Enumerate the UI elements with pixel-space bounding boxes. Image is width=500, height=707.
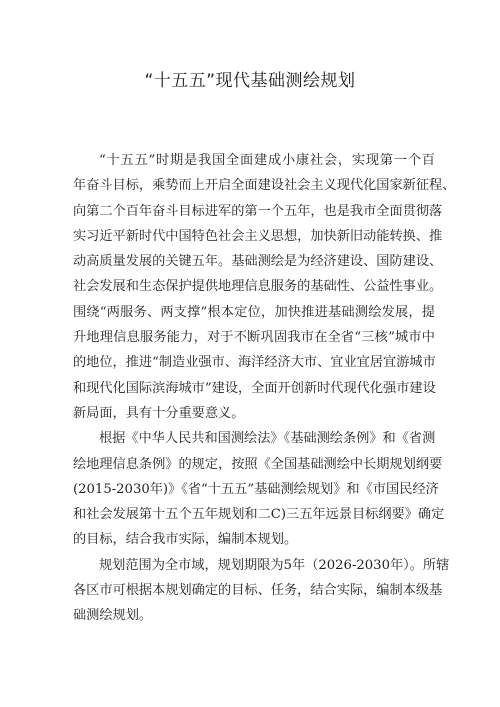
text-line: 和现代化国际滨海城市”建设，全面开创新时代现代化强市建设 [73, 380, 436, 396]
text-line: 础测绘规划。 [73, 608, 153, 624]
text-line: 年奋斗目标，乘势而上开启全面建设社会主义现代化国家新征程、 [73, 178, 456, 194]
text-line: 和社会发展第十五个五年规划和二C)三五年远景目标纲要》确定 [73, 507, 445, 523]
text-line: 根据《中华人民共和国测绘法》《基础测绘条例》和《省测 [99, 431, 436, 447]
text-line: 各区市可根据本规划确定的目标、任务，结合实际，编制本级基 [73, 583, 443, 599]
text-line: (2015-2030年)》《省“十五五”基础测绘规划》和《市国民经济 [73, 481, 439, 497]
document-body [73, 148, 456, 629]
text-line: 向第二个百年奋斗目标进军的第一个五年，也是我市全面贯彻落 [73, 203, 443, 219]
paragraph-1 [73, 148, 456, 426]
paragraph-2 [73, 426, 445, 552]
text-line: “十五五”时期是我国全面建成小康社会，实现第一个百 [99, 153, 435, 168]
text-line: 绘地理信息条例》的规定，按照《全国基础测绘中长期规划纲要 [73, 456, 443, 472]
text-line: 的目标，结合我市实际，编制本规划。 [73, 532, 298, 548]
text-line: 升地理信息服务能力，对于不断巩固我市在全省“三核”城市中 [73, 330, 435, 346]
text-line: 围绕“两服务、两支撑”根本定位，加快推进基础测绘发展，提 [73, 304, 435, 320]
text-line: 新局面，具有十分重要意义。 [73, 405, 245, 421]
text-line: 社会发展和生态保护提供地理信息服务的基础性、公益性事业。 [73, 279, 443, 295]
document-title: “十五五”现代基础测绘规划 [144, 71, 356, 91]
paragraph-3 [73, 553, 450, 629]
text-line: 规划范围为全市域，规划期限为5年（2026-2030年）。所辖 [99, 557, 450, 573]
text-line: 的地位，推进“制造业强市、海洋经济大市、宜业宜居宜游城市 [73, 355, 436, 371]
text-line: 实习近平新时代中国特色社会主义思想，加快新旧动能转换、推 [73, 228, 443, 244]
text-line: 动高质量发展的关键五年。基础测绘是为经济建设、国防建设、 [73, 254, 443, 270]
